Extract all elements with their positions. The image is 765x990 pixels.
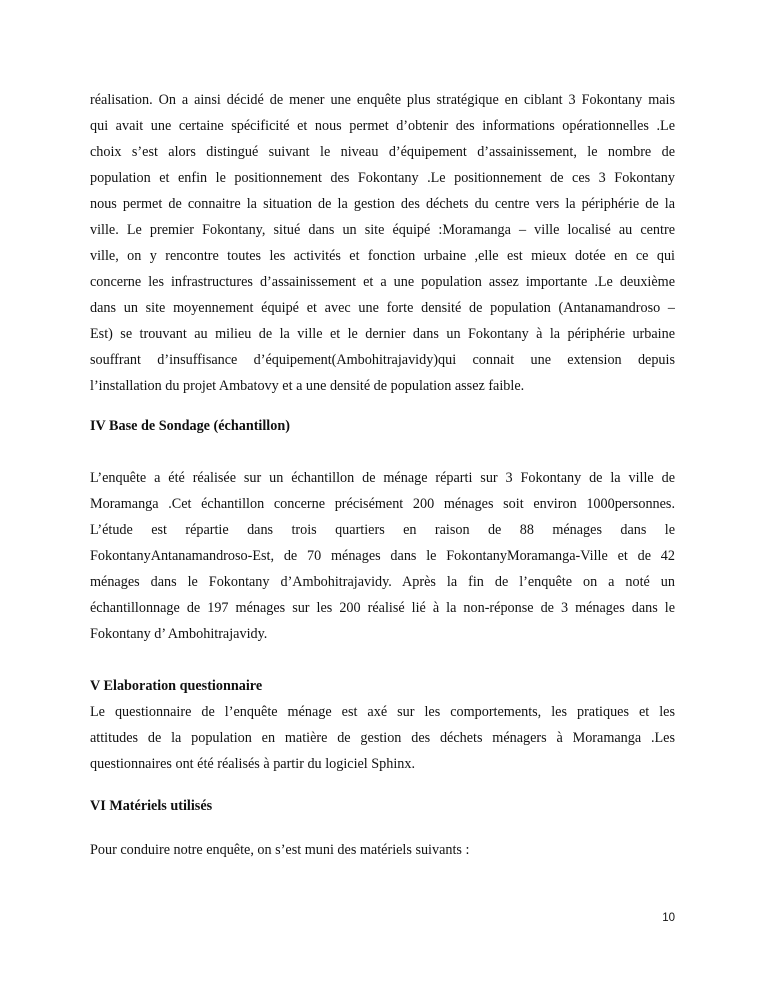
text-line: l’installation du projet Ambatovy et a une densité de population assez faible. — [90, 378, 525, 394]
text-line: ville. Le premier Fokontany, situé dans un site équipé :Moramanga – ville localisé au centre — [90, 222, 675, 238]
heading-materials: VI Matériels utilisés — [90, 798, 213, 814]
paragraph-questionnaire — [90, 699, 675, 777]
paragraph-materials-intro: Pour conduire notre enquête, on s’est muni des matériels suivants : — [90, 842, 470, 858]
text-line: Est) se trouvant au milieu de la ville et le dernier dans un Fokontany à la périphérie urbaine — [90, 326, 675, 342]
text-line: Le questionnaire de l’enquête ménage est axé sur les comportements, les pratiques et les — [90, 704, 675, 720]
text-line: nous permet de connaitre la situation de la gestion des déchets du centre vers la périphérie de la — [90, 196, 675, 212]
text-line: FokontanyAntanamandroso-Est, de 70 ménages dans le FokontanyMoramanga-Ville et de 42 — [90, 548, 675, 564]
text-line: dans un site moyennement équipé et avec une forte densité de population (Antanamandroso – — [90, 300, 675, 316]
page-number: 10 — [662, 912, 675, 924]
text-line: L’étude est répartie dans trois quartiers en raison de 88 ménages dans le — [90, 522, 675, 538]
text-line: Moramanga .Cet échantillon concerne précisément 200 ménages soit environ 1000personnes. — [90, 496, 675, 512]
text-line: choix s’est alors distingué suivant le niveau d’équipement d’assainissement, le nombre de — [90, 144, 675, 160]
text-line: souffrant d’insuffisance d’équipement(Ambohitrajavidy)qui connait une extension depuis — [90, 352, 675, 368]
text-line: ville, on y rencontre toutes les activités et fonction urbaine ,elle est mieux dotée en ce qui — [90, 248, 675, 264]
text-line: concerne les infrastructures d’assainissement et a une population assez importante .Le deuxième — [90, 274, 675, 290]
paragraph-study-sites — [90, 87, 675, 399]
text-line: attitudes de la population en matière de gestion des déchets ménagers à Moramanga .Les — [90, 730, 675, 746]
text-line: questionnaires ont été réalisés à partir du logiciel Sphinx. — [90, 756, 416, 772]
text-line: population et enfin le positionnement des Fokontany .Le positionnement de ces 3 Fokontany — [90, 170, 675, 186]
text-line: ménages dans le Fokontany d’Ambohitrajavidy. Après la fin de l’enquête on a noté un — [90, 574, 675, 590]
heading-sampling-base: IV Base de Sondage (échantillon) — [90, 418, 290, 434]
heading-questionnaire: V Elaboration questionnaire — [90, 678, 263, 694]
text-line: échantillonnage de 197 ménages sur les 200 réalisé lié à la non-réponse de 3 ménages dans le — [90, 600, 675, 616]
text-line: qui avait une certaine spécificité et nous permet d’obtenir des informations opérationnelles .Le — [90, 118, 675, 134]
text-line: Fokontany d’ Ambohitrajavidy. — [90, 626, 268, 642]
text-line: réalisation. On a ainsi décidé de mener une enquête plus stratégique en ciblant 3 Fokontany mais — [90, 92, 675, 108]
text-line: L’enquête a été réalisée sur un échantillon de ménage réparti sur 3 Fokontany de la ville de — [90, 470, 675, 486]
paragraph-sample — [90, 465, 675, 647]
